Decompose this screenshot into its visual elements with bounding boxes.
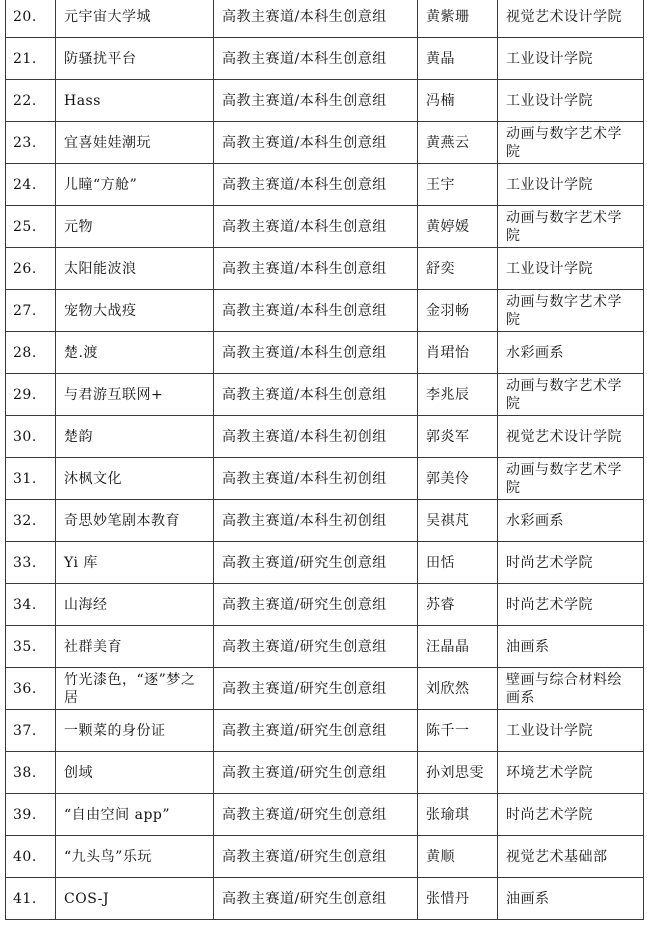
college-cell: 动画与数字艺术学院: [498, 290, 644, 332]
row-number-cell: 21.: [6, 38, 56, 80]
row-number-cell: 29.: [6, 374, 56, 416]
project-name-cell: Hass: [56, 80, 214, 122]
table-row: [6, 80, 644, 122]
row-number-cell: 24.: [6, 164, 56, 206]
project-name-cell: 一颗菜的身份证: [56, 710, 214, 752]
table-row: [6, 710, 644, 752]
competition-track-cell: 高教主赛道/本科生创意组: [214, 0, 418, 38]
leader-name-cell: 郭美伶: [418, 458, 498, 500]
competition-track-cell: 高教主赛道/研究生创意组: [214, 878, 418, 920]
project-name-cell: 社群美育: [56, 626, 214, 668]
project-name-cell: 竹光漆色，“逐”梦之居: [56, 668, 214, 710]
project-name-cell: 防骚扰平台: [56, 38, 214, 80]
project-name-cell: 山海经: [56, 584, 214, 626]
college-cell: 油画系: [498, 626, 644, 668]
competition-track-cell: 高教主赛道/研究生创意组: [214, 794, 418, 836]
row-number-cell: 36.: [6, 668, 56, 710]
college-cell: 时尚艺术学院: [498, 584, 644, 626]
competition-track-cell: 高教主赛道/本科生创意组: [214, 248, 418, 290]
college-cell: 动画与数字艺术学院: [498, 206, 644, 248]
college-cell: 时尚艺术学院: [498, 542, 644, 584]
project-name-cell: 创域: [56, 752, 214, 794]
leader-name-cell: 郭炎军: [418, 416, 498, 458]
row-number-cell: 32.: [6, 500, 56, 542]
table-row: [6, 332, 644, 374]
table-row: [6, 794, 644, 836]
college-cell: 工业设计学院: [498, 38, 644, 80]
college-cell: 工业设计学院: [498, 710, 644, 752]
leader-name-cell: 张瑜琪: [418, 794, 498, 836]
competition-track-cell: 高教主赛道/本科生创意组: [214, 374, 418, 416]
project-name-cell: 太阳能波浪: [56, 248, 214, 290]
leader-name-cell: 李兆辰: [418, 374, 498, 416]
competition-track-cell: 高教主赛道/本科生创意组: [214, 206, 418, 248]
leader-name-cell: 吴祺芃: [418, 500, 498, 542]
leader-name-cell: 舒奕: [418, 248, 498, 290]
row-number-cell: 23.: [6, 122, 56, 164]
row-number-cell: 35.: [6, 626, 56, 668]
row-number-cell: 30.: [6, 416, 56, 458]
project-name-cell: 宠物大战疫: [56, 290, 214, 332]
leader-name-cell: 黄晶: [418, 38, 498, 80]
table-body: [6, 0, 644, 920]
college-cell: 油画系: [498, 878, 644, 920]
table-row: [6, 626, 644, 668]
college-cell: 工业设计学院: [498, 248, 644, 290]
leader-name-cell: 王宇: [418, 164, 498, 206]
college-cell: 水彩画系: [498, 332, 644, 374]
row-number-cell: 37.: [6, 710, 56, 752]
row-number-cell: 28.: [6, 332, 56, 374]
college-cell: 动画与数字艺术学院: [498, 458, 644, 500]
table-row: [6, 248, 644, 290]
table-row: [6, 836, 644, 878]
leader-name-cell: 孙刘思雯: [418, 752, 498, 794]
college-cell: 工业设计学院: [498, 164, 644, 206]
row-number-cell: 41.: [6, 878, 56, 920]
row-number-cell: 20.: [6, 0, 56, 38]
competition-track-cell: 高教主赛道/研究生创意组: [214, 836, 418, 878]
competition-track-cell: 高教主赛道/本科生创意组: [214, 38, 418, 80]
table-row: [6, 122, 644, 164]
leader-name-cell: 黄顺: [418, 836, 498, 878]
row-number-cell: 22.: [6, 80, 56, 122]
table-row: [6, 878, 644, 920]
row-number-cell: 34.: [6, 584, 56, 626]
leader-name-cell: 汪晶晶: [418, 626, 498, 668]
project-name-cell: 元物: [56, 206, 214, 248]
project-name-cell: “自由空间 app”: [56, 794, 214, 836]
competition-track-cell: 高教主赛道/研究生创意组: [214, 752, 418, 794]
leader-name-cell: 黄婷媛: [418, 206, 498, 248]
project-list-table-container: [5, 0, 643, 920]
leader-name-cell: 黄紫珊: [418, 0, 498, 38]
competition-track-cell: 高教主赛道/研究生创意组: [214, 584, 418, 626]
competition-track-cell: 高教主赛道/本科生初创组: [214, 458, 418, 500]
competition-track-cell: 高教主赛道/研究生创意组: [214, 626, 418, 668]
college-cell: 视觉艺术基础部: [498, 836, 644, 878]
table-row: [6, 458, 644, 500]
college-cell: 壁画与综合材料绘画系: [498, 668, 644, 710]
table-row: [6, 206, 644, 248]
leader-name-cell: 黄燕云: [418, 122, 498, 164]
table-row: [6, 290, 644, 332]
project-name-cell: 元宇宙大学城: [56, 0, 214, 38]
competition-track-cell: 高教主赛道/本科生创意组: [214, 80, 418, 122]
college-cell: 环境艺术学院: [498, 752, 644, 794]
leader-name-cell: 陈千一: [418, 710, 498, 752]
table-row: [6, 38, 644, 80]
competition-track-cell: 高教主赛道/本科生创意组: [214, 290, 418, 332]
table-row: [6, 164, 644, 206]
competition-track-cell: 高教主赛道/本科生创意组: [214, 164, 418, 206]
leader-name-cell: 苏睿: [418, 584, 498, 626]
leader-name-cell: 田恬: [418, 542, 498, 584]
leader-name-cell: 金羽畅: [418, 290, 498, 332]
project-name-cell: 楚韵: [56, 416, 214, 458]
leader-name-cell: 张惜丹: [418, 878, 498, 920]
college-cell: 视觉艺术设计学院: [498, 0, 644, 38]
competition-track-cell: 高教主赛道/研究生创意组: [214, 668, 418, 710]
table-row: [6, 416, 644, 458]
project-name-cell: 与君游互联网+: [56, 374, 214, 416]
table-row: [6, 752, 644, 794]
competition-track-cell: 高教主赛道/研究生创意组: [214, 710, 418, 752]
table-row: [6, 668, 644, 710]
row-number-cell: 25.: [6, 206, 56, 248]
table-row: [6, 542, 644, 584]
competition-track-cell: 高教主赛道/本科生初创组: [214, 500, 418, 542]
college-cell: 水彩画系: [498, 500, 644, 542]
row-number-cell: 38.: [6, 752, 56, 794]
leader-name-cell: 冯楠: [418, 80, 498, 122]
project-name-cell: “九头鸟”乐玩: [56, 836, 214, 878]
project-list-table: [5, 0, 644, 920]
table-row: [6, 584, 644, 626]
project-name-cell: 儿瞳“方舱”: [56, 164, 214, 206]
project-name-cell: 宜喜娃娃潮玩: [56, 122, 214, 164]
leader-name-cell: 肖珺怡: [418, 332, 498, 374]
competition-track-cell: 高教主赛道/研究生创意组: [214, 542, 418, 584]
college-cell: 工业设计学院: [498, 80, 644, 122]
row-number-cell: 40.: [6, 836, 56, 878]
college-cell: 动画与数字艺术学院: [498, 122, 644, 164]
row-number-cell: 39.: [6, 794, 56, 836]
row-number-cell: 26.: [6, 248, 56, 290]
table-row: [6, 0, 644, 38]
college-cell: 动画与数字艺术学院: [498, 374, 644, 416]
competition-track-cell: 高教主赛道/本科生初创组: [214, 416, 418, 458]
row-number-cell: 31.: [6, 458, 56, 500]
row-number-cell: 33.: [6, 542, 56, 584]
project-name-cell: 沐枫文化: [56, 458, 214, 500]
project-name-cell: 奇思妙笔剧本教育: [56, 500, 214, 542]
college-cell: 视觉艺术设计学院: [498, 416, 644, 458]
competition-track-cell: 高教主赛道/本科生创意组: [214, 332, 418, 374]
competition-track-cell: 高教主赛道/本科生创意组: [214, 122, 418, 164]
table-row: [6, 374, 644, 416]
project-name-cell: COS-J: [56, 878, 214, 920]
college-cell: 时尚艺术学院: [498, 794, 644, 836]
project-name-cell: Yi 库: [56, 542, 214, 584]
table-row: [6, 500, 644, 542]
row-number-cell: 27.: [6, 290, 56, 332]
leader-name-cell: 刘欣然: [418, 668, 498, 710]
project-name-cell: 楚.渡: [56, 332, 214, 374]
